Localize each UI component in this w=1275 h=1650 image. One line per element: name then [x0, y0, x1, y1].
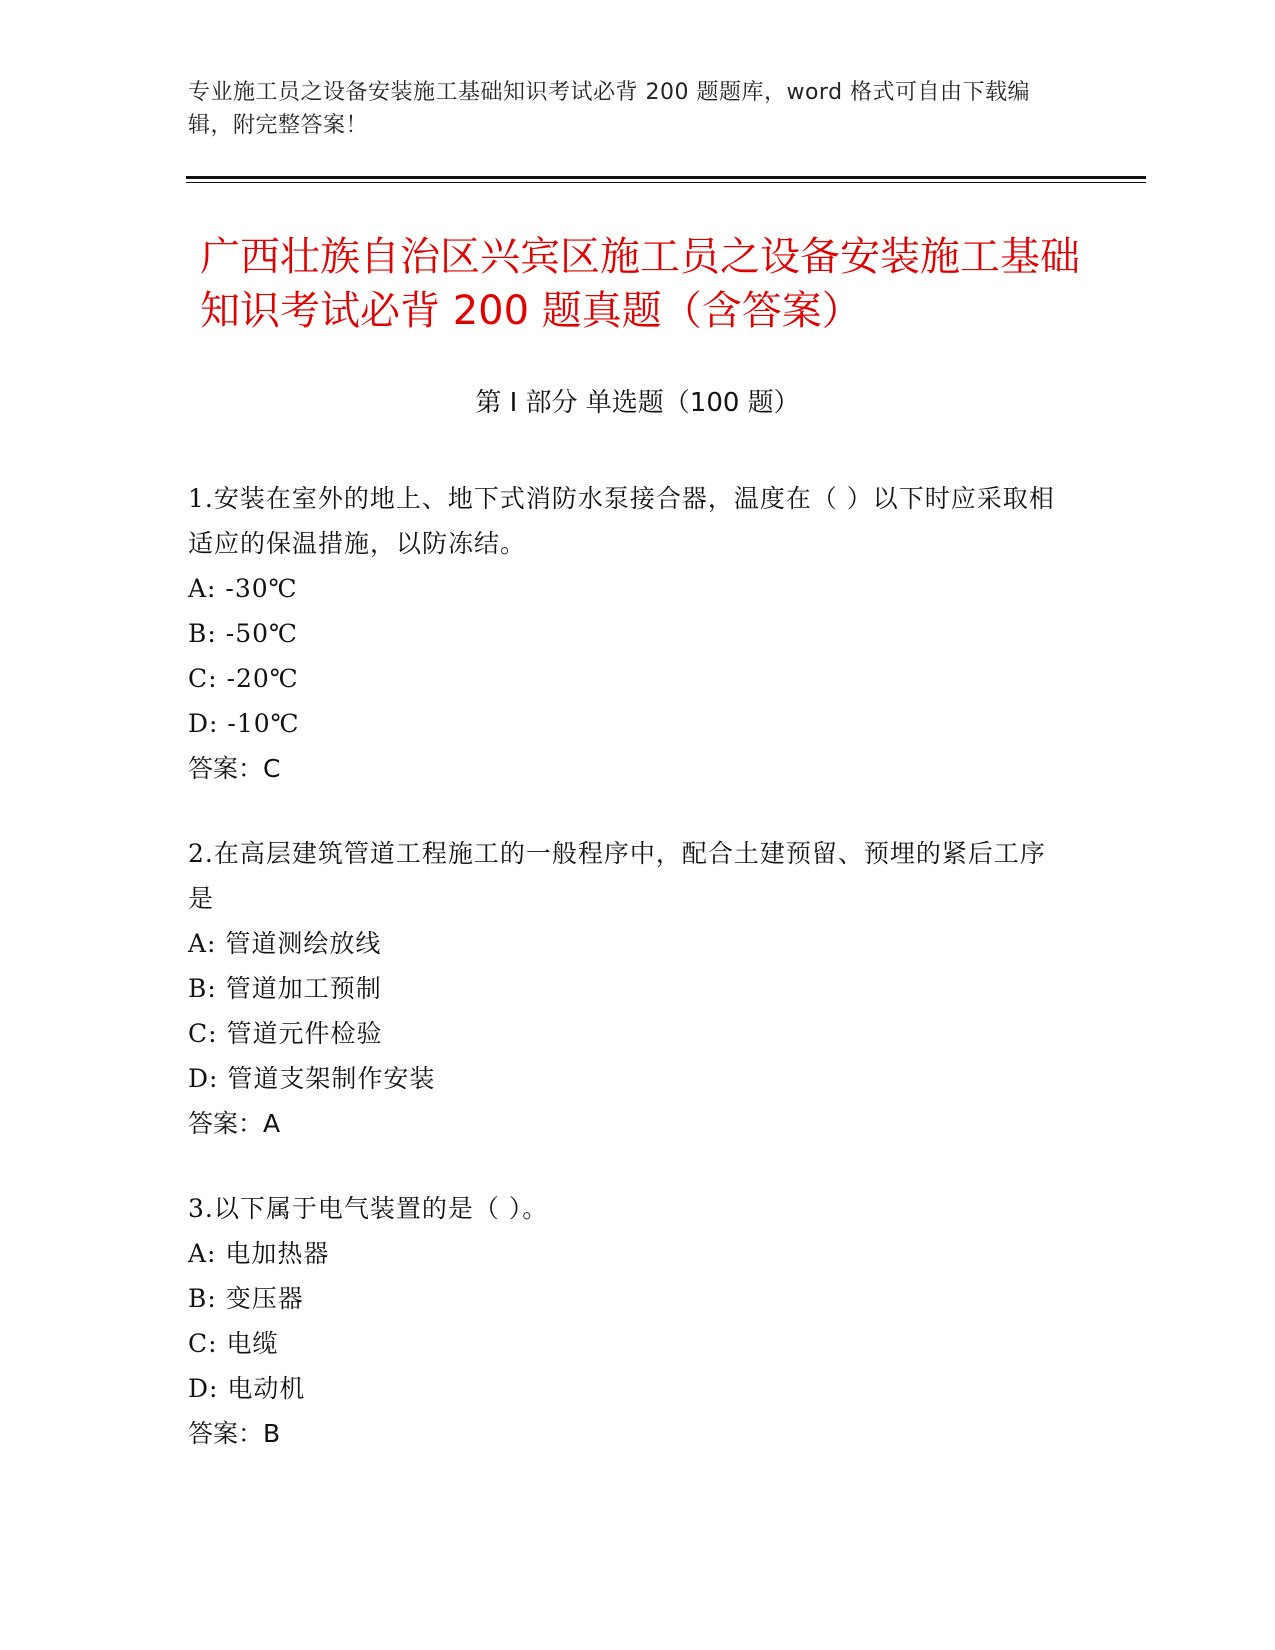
header-divider-thick — [186, 176, 1146, 179]
option-c: C: 管道元件检验 — [188, 1019, 383, 1048]
section-title: 第 I 部分 单选题（100 题） — [475, 388, 800, 418]
question-stem: 2.在高层建筑管道工程施工的一般程序中，配合土建预留、预埋的紧后工序是 — [188, 839, 1046, 913]
header-divider-thin — [186, 182, 1146, 183]
answer-line: 答案：B — [188, 1419, 281, 1448]
option-a: A: -30℃ — [188, 574, 298, 603]
answer-line: 答案：C — [188, 754, 281, 783]
document-title: 广西壮族自治区兴宾区施工员之设备安装施工基础知识考试必背 200 题真题（含答案） — [200, 234, 1080, 334]
option-b: B: 变压器 — [188, 1284, 304, 1313]
option-b: B: 管道加工预制 — [188, 974, 382, 1003]
option-c: C: -20℃ — [188, 664, 299, 693]
option-d: D: 电动机 — [188, 1374, 306, 1403]
question-list — [188, 476, 1068, 1496]
question-stem: 1.安装在室外的地上、地下式消防水泵接合器，温度在（ ）以下时应采取相适应的保温措施，以防冻结。 — [188, 484, 1055, 558]
option-b: B: -50℃ — [188, 619, 298, 648]
option-d: D: -10℃ — [188, 709, 300, 738]
option-a: A: 管道测绘放线 — [188, 929, 382, 958]
question-1 — [188, 476, 1068, 791]
question-stem: 3.以下属于电气装置的是（ ）。 — [188, 1194, 549, 1223]
option-d: D: 管道支架制作安装 — [188, 1064, 436, 1093]
answer-line: 答案：A — [188, 1109, 281, 1138]
option-a: A: 电加热器 — [188, 1239, 330, 1268]
question-3 — [188, 1186, 1068, 1456]
header-note: 专业施工员之设备安装施工基础知识考试必背 200 题题库，word 格式可自由下载编辑，附完整答案！ — [188, 80, 1031, 138]
option-c: C: 电缆 — [188, 1329, 279, 1358]
question-2 — [188, 831, 1068, 1146]
